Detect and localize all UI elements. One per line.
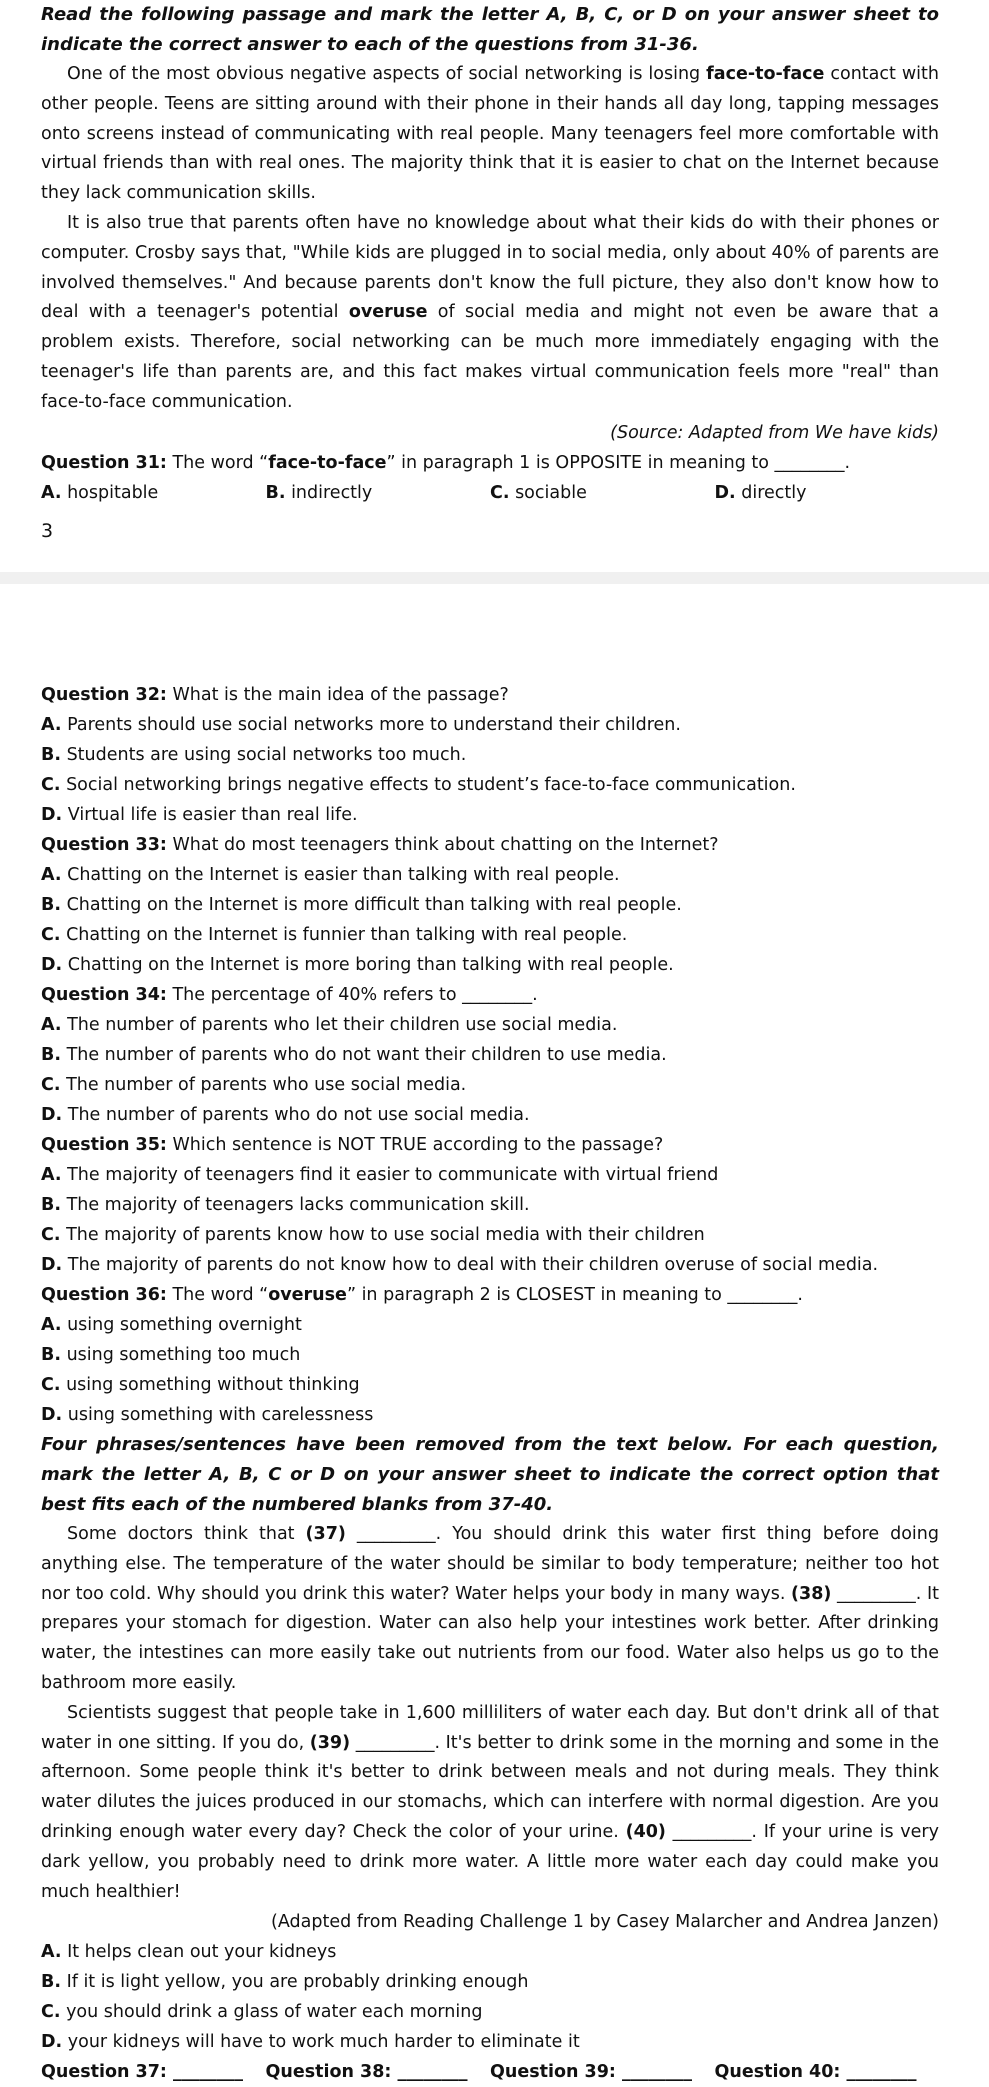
option: A. The number of parents who let their children use social media. — [41, 1015, 618, 1035]
instruction-37-40: Four phrases/sentences have been removed from the text below. For each question, mark the letter A, B, C or D on your answer sheet to indicate the correct option that best fits each of the numbered blanks from 37-40. — [41, 1434, 939, 1515]
question-31-options — [41, 478, 939, 508]
instruction-31-36: Read the following passage and mark the letter A, B, C, or D on your answer sheet to indicate the correct answer to each of the questions from 31-36. — [41, 4, 939, 55]
option: C. The number of parents who use social media. — [41, 1075, 467, 1095]
option: C. you should drink a glass of water each morning — [41, 2002, 483, 2023]
option: A. The majority of teenagers find it easier to communicate with virtual friend — [41, 1165, 719, 1185]
option: B. Chatting on the Internet is more difficult than talking with real people. — [41, 895, 682, 915]
question-32: Question 32: What is the main idea of the passage? — [41, 685, 509, 705]
option: D. directly — [714, 482, 807, 503]
page-1 — [41, 0, 939, 508]
answer-blanks — [41, 2057, 939, 2087]
option: B. The majority of teenagers lacks communication skill. — [41, 1195, 530, 1215]
option: C. The majority of parents know how to use social media with their children — [41, 1225, 705, 1245]
option: C. sociable — [490, 482, 587, 503]
page-2 — [41, 680, 939, 2087]
option: A. using something overnight — [41, 1315, 302, 1335]
option: B. The number of parents who do not want their children to use media. — [41, 1045, 667, 1065]
passage1-paragraph-2: It is also true that parents often have no knowledge about what their kids do with their phones or computer. Crosby says that, "While kids are plugged in to social media, only about 40% of parents are involved themselves." And because parents don't know the full picture, they also don't know how to deal with a teenager's potential overuse of social media and might not even be aware that a problem exists. Therefore, social networking can be much more immediately engaging with the teenager's life than parents are, and this fact makes virtual communication feels more "real" than face-to-face communication. — [41, 212, 939, 412]
passage1-paragraph-1: One of the most obvious negative aspects of social networking is losing face-to-face contact with other people. Teens are sitting around with their phone in their hands all day long, tapping messages onto screens instead of communicating with real people. Many teenagers feel more comfortable with virtual friends than with real ones. The majority think that it is easier to chat on the Internet because they lack communication skills. — [41, 64, 939, 204]
question-31: Question 31: The word “face-to-face” in paragraph 1 is OPPOSITE in meaning to ________. — [41, 452, 851, 473]
option: D. Virtual life is easier than real life. — [41, 805, 358, 825]
question-34: Question 34: The percentage of 40% refers to ________. — [41, 985, 538, 1005]
question-36-options — [41, 1310, 939, 1430]
option: C. using something without thinking — [41, 1375, 360, 1395]
passage2-paragraph-1: Some doctors think that (37) _________. You should drink this water first thing before doing anything else. The temperature of the water should be similar to body temperature; neither too hot nor too cold. Why should you drink this water? Water helps your body in many ways. (38) _________. It prepares your stomach for digestion. Water can also help your intestines work better. After drinking water, the intestines can more easily take out nutrients from our food. Water also helps us go to the bathroom more easily. — [41, 1524, 939, 1693]
option: D. your kidneys will have to work much harder to eliminate it — [41, 2032, 580, 2053]
option: C. Chatting on the Internet is funnier than talking with real people. — [41, 925, 628, 945]
passage2-paragraph-2: Scientists suggest that people take in 1,600 milliliters of water each day. But don't drink all of that water in one sitting. If you do, (39) _________. It's better to drink some in the morning and some in the afternoon. Some people think it's better to drink between meals and not during meals. They think water dilutes the juices produced in our stomachs, which can interfere with normal digestion. Are you drinking enough water every day? Check the color of your urine. (40) _________. If your urine is very dark yellow, you probably need to drink more water. A little more water each day could make you much healthier! — [41, 1702, 940, 1902]
option: D. The majority of parents do not know how to deal with their children overuse of social media. — [41, 1255, 879, 1275]
option: A. hospitable — [41, 482, 159, 503]
answer-blank-39: Question 39: ________ — [490, 2062, 693, 2083]
option: A. Parents should use social networks more to understand their children. — [41, 715, 681, 735]
option: B. Students are using social networks too much. — [41, 745, 467, 765]
option: B. using something too much — [41, 1345, 301, 1365]
question-35: Question 35: Which sentence is NOT TRUE according to the passage? — [41, 1135, 664, 1155]
option: A. It helps clean out your kidneys — [41, 1942, 337, 1963]
option: A. Chatting on the Internet is easier than talking with real people. — [41, 865, 620, 885]
option: D. The number of parents who do not use social media. — [41, 1105, 530, 1125]
passage2-source: (Adapted from Reading Challenge 1 by Casey Malarcher and Andrea Janzen) — [271, 1912, 939, 1933]
option: B. If it is light yellow, you are probably drinking enough — [41, 1972, 529, 1993]
page-separator — [0, 572, 989, 584]
option: C. Social networking brings negative effects to student’s face-to-face communication. — [41, 775, 796, 795]
question-36: Question 36: The word “overuse” in paragraph 2 is CLOSEST in meaning to ________. — [41, 1285, 803, 1305]
option: B. indirectly — [265, 482, 373, 503]
option: D. Chatting on the Internet is more boring than talking with real people. — [41, 955, 674, 975]
answer-blank-38: Question 38: ________ — [265, 2062, 468, 2083]
option: D. using something with carelessness — [41, 1405, 374, 1425]
passage1-source: (Source: Adapted from We have kids) — [610, 422, 939, 443]
answer-blank-37: Question 37: ________ — [41, 2062, 244, 2083]
page-number: 3 — [41, 520, 54, 542]
question-33: Question 33: What do most teenagers think about chatting on the Internet? — [41, 835, 719, 855]
answer-blank-40: Question 40: ________ — [714, 2062, 917, 2083]
